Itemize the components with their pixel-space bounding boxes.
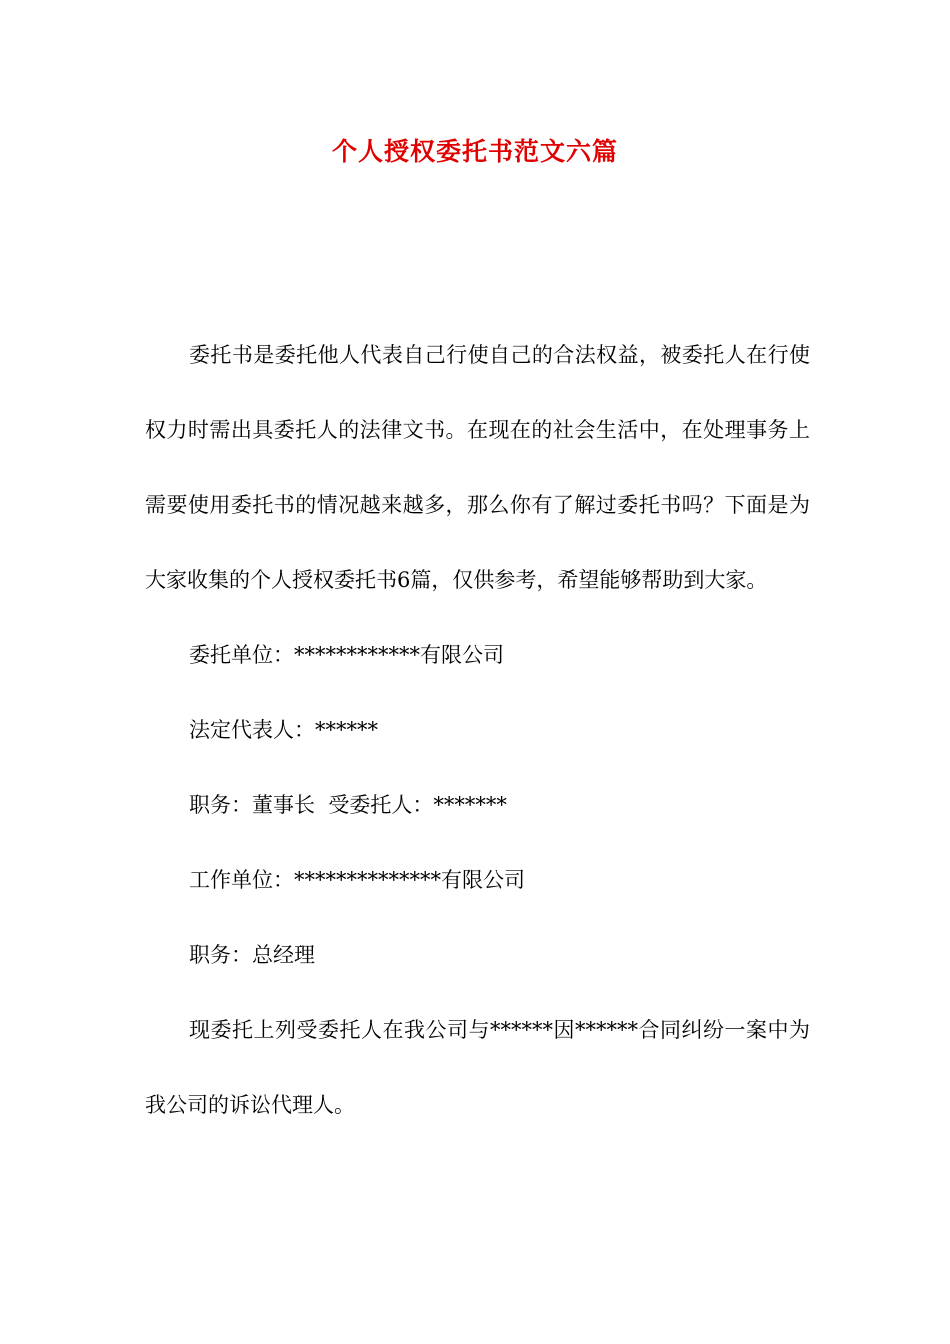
field-agent-position: 职务：总经理: [189, 943, 315, 967]
field-position-and-agent: 职务：董事长 受委托人：*******: [189, 793, 507, 817]
field-principal-unit: 委托单位：************有限公司: [189, 643, 504, 667]
closing-paragraph: 现委托上列受委托人在我公司与******因******合同纠纷一案中为我公司的诉讼代理人。: [145, 1018, 810, 1117]
intro-paragraph: 委托书是委托他人代表自己行使自己的合法权益，被委托人在行使权力时需出具委托人的法律文书。在现在的社会生活中，在处理事务上需要使用委托书的情况越来越多，那么你有了解过委托书吗？下面是为大家收集的个人授权委托书6篇，仅供参考，希望能够帮助到大家。: [145, 343, 810, 592]
field-legal-representative: 法定代表人：******: [189, 718, 378, 742]
field-work-unit: 工作单位：**************有限公司: [189, 868, 525, 892]
document-title: 个人授权委托书范文六篇: [331, 137, 618, 166]
document-body: [145, 318, 810, 1143]
